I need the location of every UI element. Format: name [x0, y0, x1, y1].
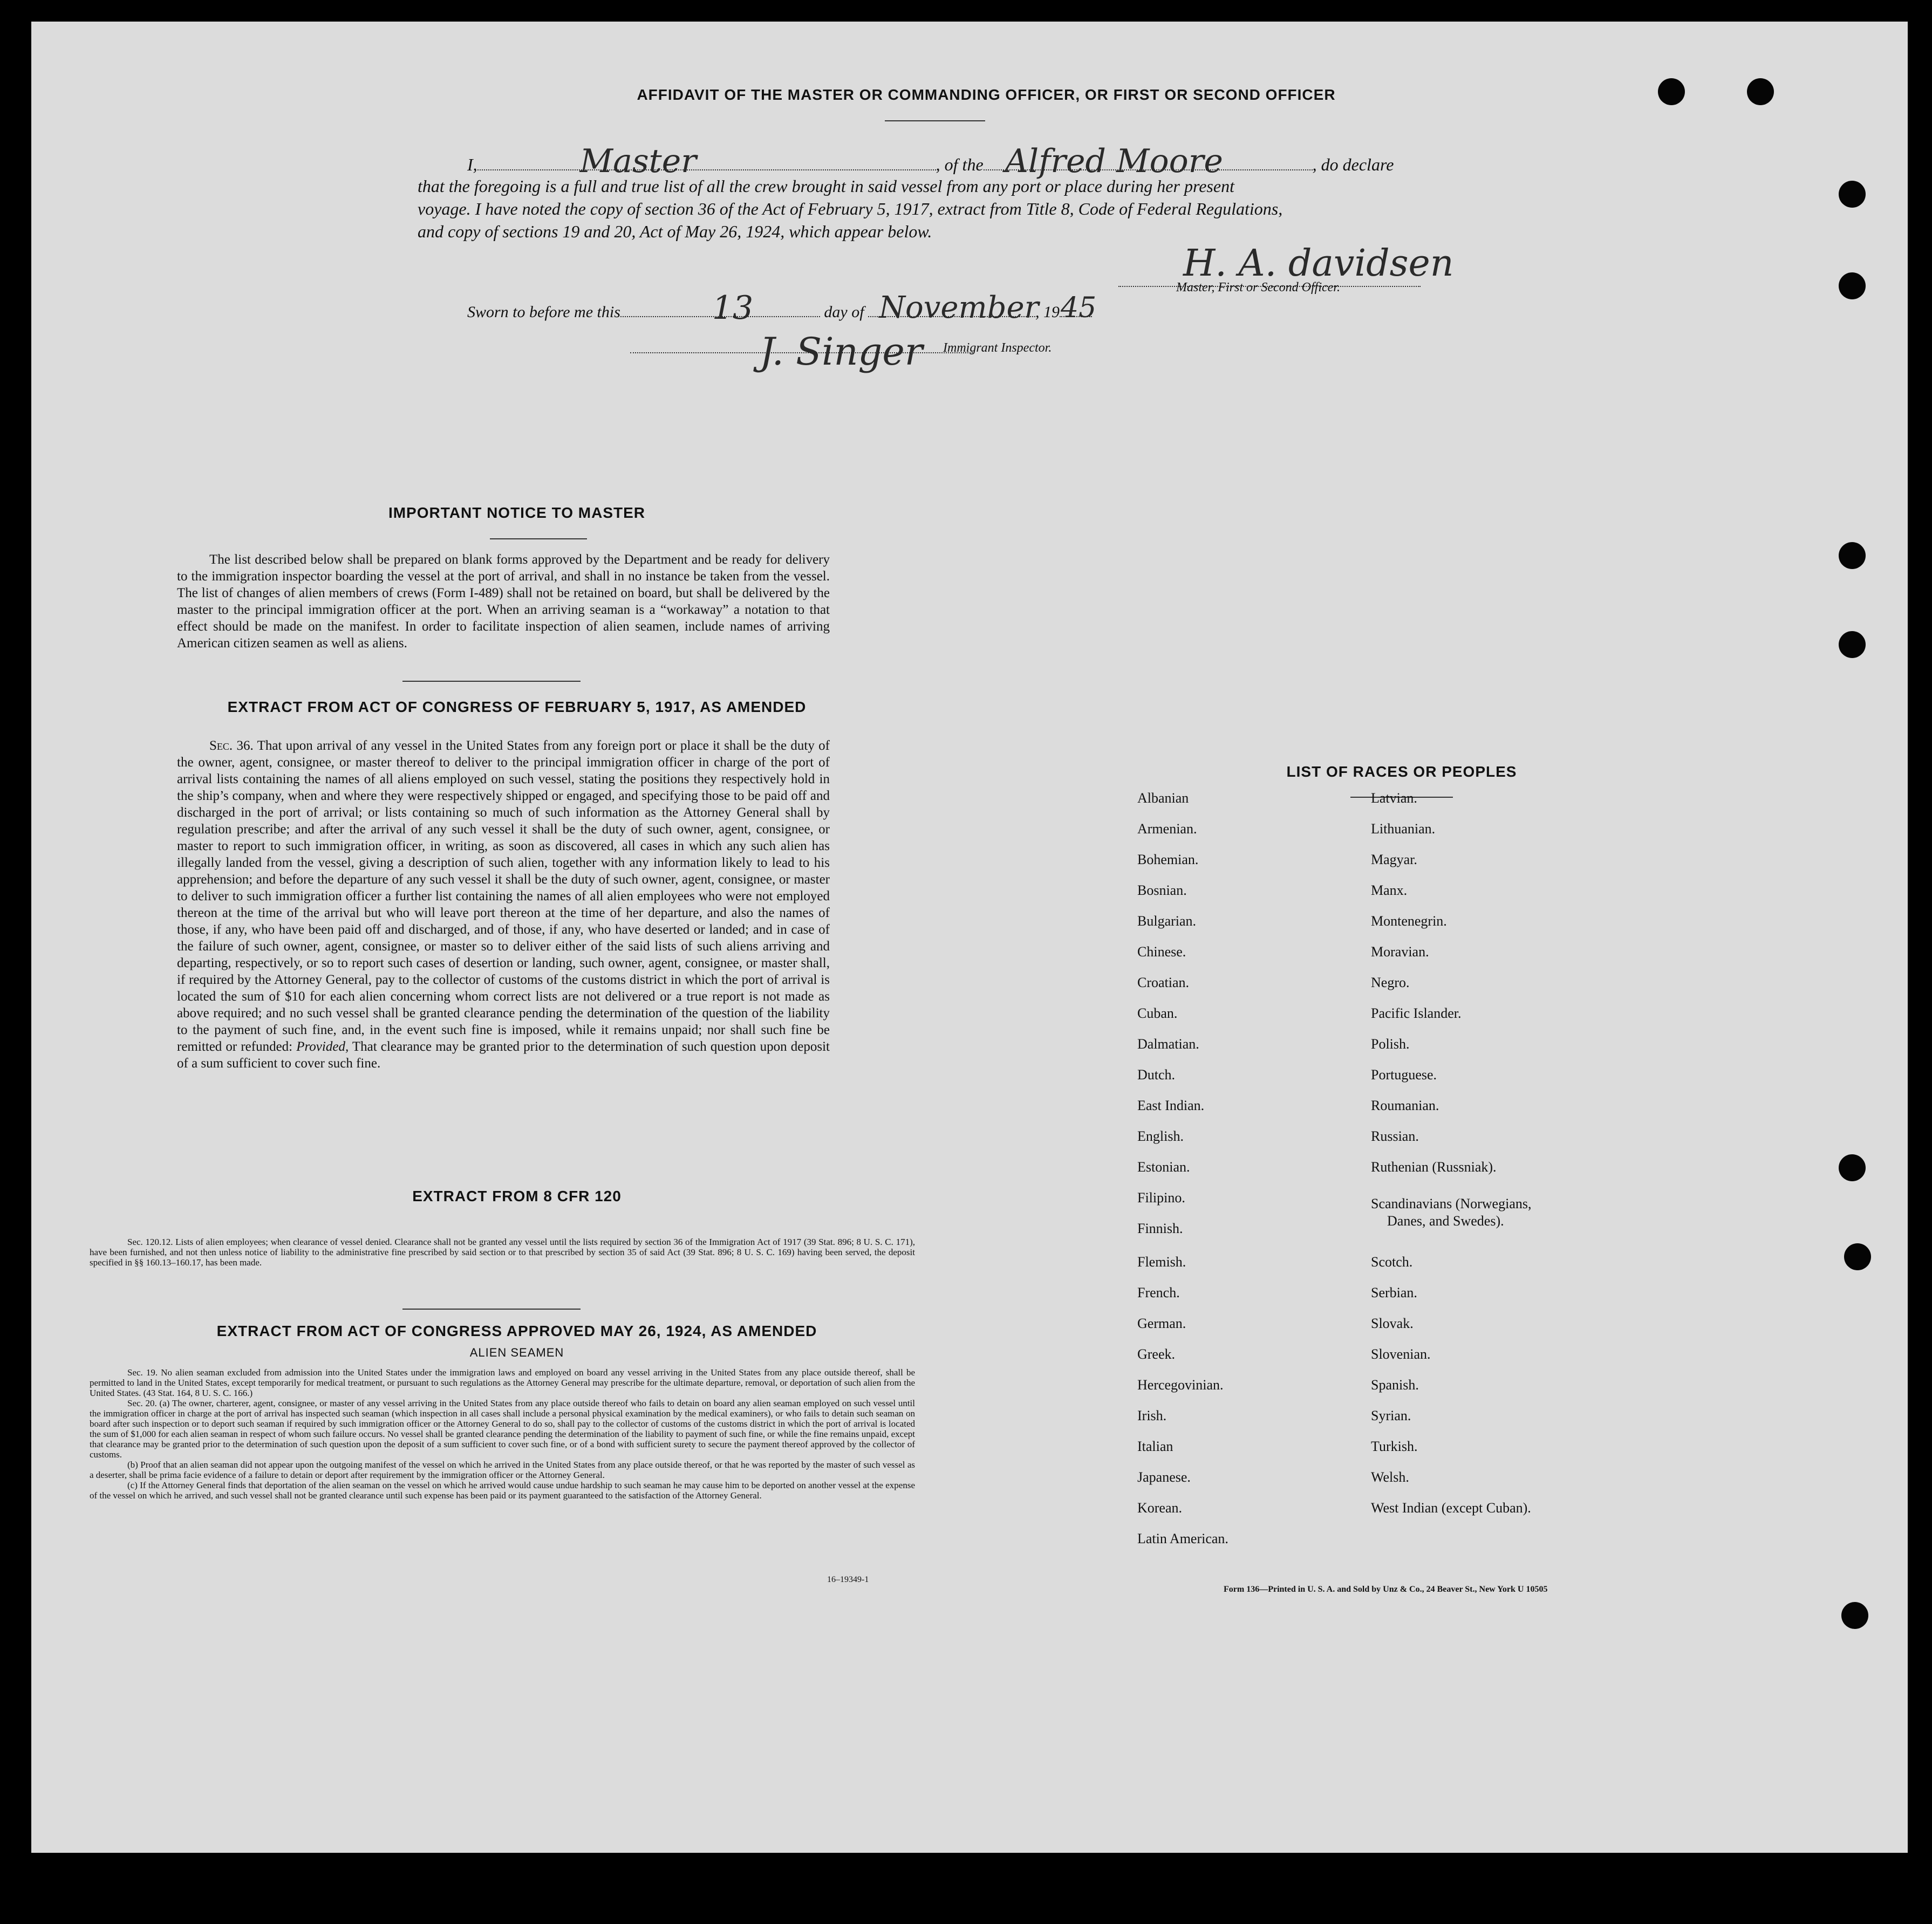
race-item: Bulgarian. [1137, 913, 1197, 929]
line1-suffix: , do declare [1312, 155, 1394, 174]
race-item: Flemish. [1137, 1254, 1186, 1270]
section-divider [402, 681, 581, 682]
month-handwriting: November [879, 290, 1039, 325]
race-item: Russian. [1371, 1128, 1419, 1144]
sec-19-text: Sec. 19. No alien seaman excluded from admission into the United States under the immigration laws and employed on board any vessel arriving in the United States from any place outside thereof, shall be permitted to land in the United States, except temporarily for medical treatment, or pursuant to such regulations as the Attorney General may prescribe for the ultimate departure, removal, or deportation of such alien from the United States. (43 Stat. 164, 8 U. S. C. 166.) [90, 1367, 915, 1398]
sworn-line [467, 289, 1097, 327]
sec-20a-text: Sec. 20. (a) The owner, charterer, agent, consignee, or master of any vessel arriving in the United States from any place outside thereof who fails to detain on board any alien seaman employed on such vessel until the immigration officer in charge at the port of arrival has inspected such seaman (which inspection in all cases shall include a personal physical examination by the medical examiners), or who fails to detain such seaman on board after such inspection or to deport such seaman if required by such immigration officer or the Attorney General to do so, shall pay to the collector of customs of the customs district in which the port of arrival is located the sum of $1,000 for each alien seaman in respect of whom such failure occurs. No vessel shall be granted clearance pending the determination of the liability to payment of such fine, or while the fine remains unpaid, except that clearance may be granted prior to the determination of such question upon the deposit of a sum sufficient to cover such fine, or of a bond with sufficient surety to secure the payment thereof approved by the collector of customs. [90, 1398, 915, 1460]
punch-hole [1841, 1602, 1868, 1629]
printer-imprint: Form 136—Printed in U. S. A. and Sold by Unz & Co., 24 Beaver St., New York U 10505 [1224, 1585, 1548, 1594]
race-item: Irish. [1137, 1408, 1167, 1423]
race-item: Spanish. [1371, 1377, 1419, 1393]
race-item: Lithuanian. [1371, 821, 1436, 837]
signature-caption: Master, First or Second Officer. [1176, 280, 1340, 295]
vessel-handwriting: Alfred Moore [1005, 142, 1223, 180]
signature-handwriting: H. A. davidsen [1183, 242, 1454, 285]
race-item: Dalmatian. [1137, 1036, 1199, 1052]
race-item: Magyar. [1371, 852, 1417, 867]
line1-prefix: I, [467, 155, 477, 174]
race-item: Syrian. [1371, 1408, 1411, 1423]
inspector-line [630, 330, 973, 374]
extract-1924-title: EXTRACT FROM ACT OF CONGRESS APPROVED MAY 26, 1924, AS AMENDED [216, 1323, 817, 1339]
punch-hole [1839, 1154, 1866, 1181]
form-code: 16–19349-1 [827, 1575, 869, 1584]
sec-36-text: That upon arrival of any vessel in the United States from any foreign port or place it shall be the duty of the owner, agent, consignee, or master thereof to deliver to the principal immigration officer in charge of the port of arrival lists containing the names of all aliens employed on such vessel, stating the positions they respectively hold in the ship’s company, when and where they were respectively shipped or engaged, and specifying those to be paid off and discharged in the port of arrival; or lists containing so much of such information as the Attorney General shall by regulation prescribe; and after the arrival of any such vessel it shall be the duty of such owner, agent, consignee, or master to report to such immigration officer, in writing, as soon as discovered, all cases in which any such alien has illegally landed from the vessel, giving a description of such alien, together with any information likely to lead to his apprehension; and before the departure of any such vessel it shall be the duty of such owner, agent, consignee, or master to deliver to such immigration officer a further list containing the names of all alien employees who were not employed thereon at the time of the arrival but who will leave port thereon at the time of her departure, and also the names of those, if any, who have been paid off and discharged, and of those, if any, who have deserted or landed; and in case of the failure of such owner, agent, consignee, or master so to deliver either of the said lists of such aliens arriving and departing, respectively, or so to report such cases of desertion or landing, such owner, agent, consignee, or master shall, if required by the Attorney General, pay to the collector of customs of the customs district in which the port of arrival is located the sum of $10 for each alien concerning whom correct lists are not delivered or a true report is not made as above required; and no such vessel shall be granted clearance pending the determination of the question of the liability to the payment of such fine, and, in the event such fine is imposed, while it remains unpaid; nor shall such fine be remitted or refunded: [177, 738, 830, 1054]
race-item: East Indian. [1137, 1098, 1205, 1113]
race-item: Pacific Islander. [1371, 1005, 1462, 1021]
race-item: Danes, and Swedes). [1387, 1213, 1504, 1229]
race-item: Estonian. [1137, 1159, 1190, 1175]
day-field [620, 289, 820, 327]
sec-20c-text: (c) If the Attorney General finds that deportation of the alien seaman on the vessel on which he arrived would cause undue hardship to such seaman he may cause him to be deported on another vessel at the expense of the vessel on which he arrived, and such vessel shall not be granted clearance until such expense has been paid or its payment guaranteed to the satisfaction of the Attorney General. [90, 1480, 915, 1501]
punch-hole [1839, 272, 1866, 299]
race-item: English. [1137, 1128, 1184, 1144]
race-item: Albanian [1137, 790, 1189, 806]
race-item: Negro. [1371, 975, 1410, 990]
race-item: Moravian. [1371, 944, 1429, 960]
race-item: Japanese. [1137, 1469, 1191, 1485]
race-item: Scotch. [1371, 1254, 1413, 1270]
race-item: Armenian. [1137, 821, 1197, 837]
race-item: Latvian. [1371, 790, 1417, 806]
master-handwriting: Master [579, 142, 697, 180]
provided-text: That clearance may be granted prior to the determination of such question upon deposit of a sum sufficient to cover such fine. [177, 1039, 830, 1071]
race-item: West Indian (except Cuban). [1371, 1500, 1531, 1516]
declaration-line-1 [467, 142, 1394, 180]
alien-seamen-subtitle: ALIEN SEAMEN [469, 1346, 564, 1359]
extract-1917-title: EXTRACT FROM ACT OF CONGRESS OF FEBRUARY 5, 1917, AS AMENDED [227, 699, 807, 715]
punch-hole [1839, 542, 1866, 569]
race-item: Chinese. [1137, 944, 1186, 960]
race-item: Cuban. [1137, 1005, 1178, 1021]
race-item: Korean. [1137, 1500, 1183, 1516]
race-item: Latin American. [1137, 1531, 1228, 1546]
race-item: German. [1137, 1316, 1186, 1331]
day-handwriting: 13 [712, 289, 754, 327]
race-item: Greek. [1137, 1346, 1176, 1362]
title-underline [885, 120, 985, 121]
races-title: LIST OF RACES OR PEOPLES [1286, 763, 1517, 780]
race-item: Slovak. [1371, 1316, 1414, 1331]
punch-hole [1839, 181, 1866, 208]
race-item: Serbian. [1371, 1285, 1417, 1300]
inspector-caption: Immigrant Inspector. [943, 341, 1052, 355]
race-item: Filipino. [1137, 1190, 1185, 1206]
month-field [868, 290, 1039, 325]
year-field [1060, 292, 1097, 324]
race-item: Bosnian. [1137, 882, 1187, 898]
document-page [31, 22, 1908, 1853]
punch-hole [1844, 1243, 1871, 1270]
race-item: Roumanian. [1371, 1098, 1439, 1113]
race-item: Bohemian. [1137, 852, 1199, 867]
line1-mid: , of the [936, 155, 984, 174]
race-item: Polish. [1371, 1036, 1410, 1052]
sec-36-label: Sec. 36. [209, 738, 254, 753]
declaration-line-3: voyage. I have noted the copy of section 36 of the Act of February 5, 1917, extract from Title 8, Code of Federal Regulations, [418, 199, 1283, 218]
race-item: Welsh. [1371, 1469, 1409, 1485]
punch-hole [1839, 631, 1866, 658]
race-item: Scandinavians (Norwegians, [1371, 1196, 1532, 1211]
race-item: French. [1137, 1285, 1180, 1300]
cfr-title: EXTRACT FROM 8 CFR 120 [412, 1188, 622, 1204]
extract-1917-text [177, 737, 830, 1072]
master-field [477, 142, 936, 180]
sworn-prefix: Sworn to before me this [467, 303, 620, 321]
sec-20b-text: (b) Proof that an alien seaman did not appear upon the outgoing manifest of the vessel on which he arrived in the United States from any place outside thereof, or that he was reported by the master of such vessel as a deserter, shall be prima facie evidence of a failure to detain or deport after requirement by the immigration officer or the Attorney General. [90, 1460, 915, 1480]
race-item: Croatian. [1137, 975, 1190, 990]
declaration-line-4: and copy of sections 19 and 20, Act of May 26, 1924, which appear below. [418, 222, 932, 241]
notice-underline [490, 538, 587, 539]
race-item: Portuguese. [1371, 1067, 1437, 1083]
affidavit-title: AFFIDAVIT OF THE MASTER OR COMMANDING OFFICER, OR FIRST OR SECOND OFFICER [637, 86, 1336, 103]
extract-1924-body [90, 1367, 915, 1501]
notice-title: IMPORTANT NOTICE TO MASTER [388, 504, 646, 521]
race-item: Manx. [1371, 882, 1408, 898]
declaration-line-2: that the foregoing is a full and true list of all the crew brought in said vessel from any port or place during her present [418, 176, 1234, 196]
year-prefix: , 19 [1035, 303, 1060, 321]
punch-hole [1747, 78, 1774, 105]
vessel-field [984, 142, 1313, 180]
year-handwriting: 45 [1061, 292, 1097, 324]
punch-hole [1658, 78, 1685, 105]
race-item: Italian [1137, 1439, 1173, 1454]
race-item: Montenegrin. [1371, 913, 1447, 929]
race-item: Hercegovinian. [1137, 1377, 1224, 1393]
race-item: Ruthenian (Russniak). [1371, 1159, 1497, 1175]
race-item: Turkish. [1371, 1439, 1418, 1454]
notice-text: The list described below shall be prepared on blank forms approved by the Department and be ready for delivery to the immigration inspector boarding the vessel at the port of arrival, and shall in no instance be taken from the vessel. The list of changes of alien members of crews (Form I-489) shall not be retained on board, but shall be delivered by the master to the principal immigration officer at the port. When an arriving seaman is a “workaway” a notation to that effect should be made on the manifest. In order to facilitate inspection of alien seamen, include names of arriving American citizen seamen as well as aliens. [177, 552, 830, 651]
section-divider [402, 1309, 581, 1310]
day-of-label: day of [824, 303, 864, 321]
race-item: Dutch. [1137, 1067, 1176, 1083]
cfr-text: Sec. 120.12. Lists of alien employees; when clearance of vessel denied. Clearance shall not be granted any vessel until the lists required by section 36 of the Immigration Act of 1917 (39 Stat. 896; 8 U. S. C. 171), have been furnished, and not then unless notice of liability to the administrative fine prescribed by said section or to that prescribed by section 35 of said Act (39 Stat. 896; 8 U. S. C. 169) having been served, the deposit specified in §§ 160.13–160.17, has been made. [90, 1237, 915, 1268]
provided-label: Provided, [296, 1039, 349, 1054]
race-item: Slovenian. [1371, 1346, 1431, 1362]
race-item: Finnish. [1137, 1221, 1183, 1236]
inspector-handwriting: J. Singer [760, 330, 923, 374]
